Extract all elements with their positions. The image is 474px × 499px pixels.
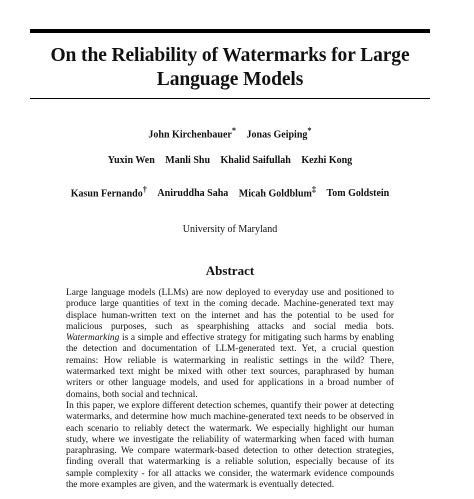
abstract-paragraph: Large language models (LLMs) are now deployed to everyday use and positioned to produce large quantities of text in the coming decade. Machine-generated text may displace human-written text on the internet and has the potential to be used for malicious purposes, such as spearphishing attacks and social media bots. Watermarking is a simple and effective strategy for mitigating such harms by enabling the detection and documentation of LLM-generated text. Yet, a crucial question remains: How reliable is watermarking in realistic settings in the wild? There, watermarked text might be mixed with other text sources, paraphrased by human writers or other language models, and used for applications in a broad number of domains, both social and technical.: [66, 288, 394, 400]
author-line-3: [20, 184, 440, 200]
abstract-paragraph: In this paper, we explore different detection schemes, quantify their power at detecting watermarks, and determine how much machine-generated text needs to be observed in each scenario to reliably detect the watermark. We especially highlight our human study, where we investigate the reliability of watermarking when faced with human paraphrasing. We compare watermark-based detection to other detection strategies, finding overall that watermarking is a reliable solution, especially because of its sample complexity - for all attacks we consider, the watermark evidence compounds the more examples are given, and the watermark is eventually detected.: [66, 400, 394, 491]
author: Yuxin Wen: [107, 155, 155, 166]
author: Kasun Fernando†: [70, 185, 147, 200]
author: Manli Shu: [165, 155, 211, 166]
author: John Kirchenbauer*: [148, 126, 237, 141]
author-line-1: [20, 125, 440, 141]
title-rule-bottom: [30, 98, 430, 99]
abstract-body: [66, 288, 394, 491]
affiliation: University of Maryland: [182, 224, 278, 235]
author: Micah Goldblum‡: [238, 185, 317, 200]
author: Kezhi Kong: [301, 155, 353, 166]
author: Khalid Saifullah: [220, 155, 291, 166]
author: Tom Goldstein: [326, 188, 390, 200]
abstract-heading: Abstract: [205, 263, 255, 278]
title-rule-top: [30, 29, 430, 33]
author: Jonas Geiping*: [246, 126, 312, 141]
author: Aniruddha Saha: [157, 188, 229, 200]
author-line-2: [20, 155, 440, 167]
paper-title: On the Reliability of Watermarks for Large Language Models: [50, 45, 410, 90]
